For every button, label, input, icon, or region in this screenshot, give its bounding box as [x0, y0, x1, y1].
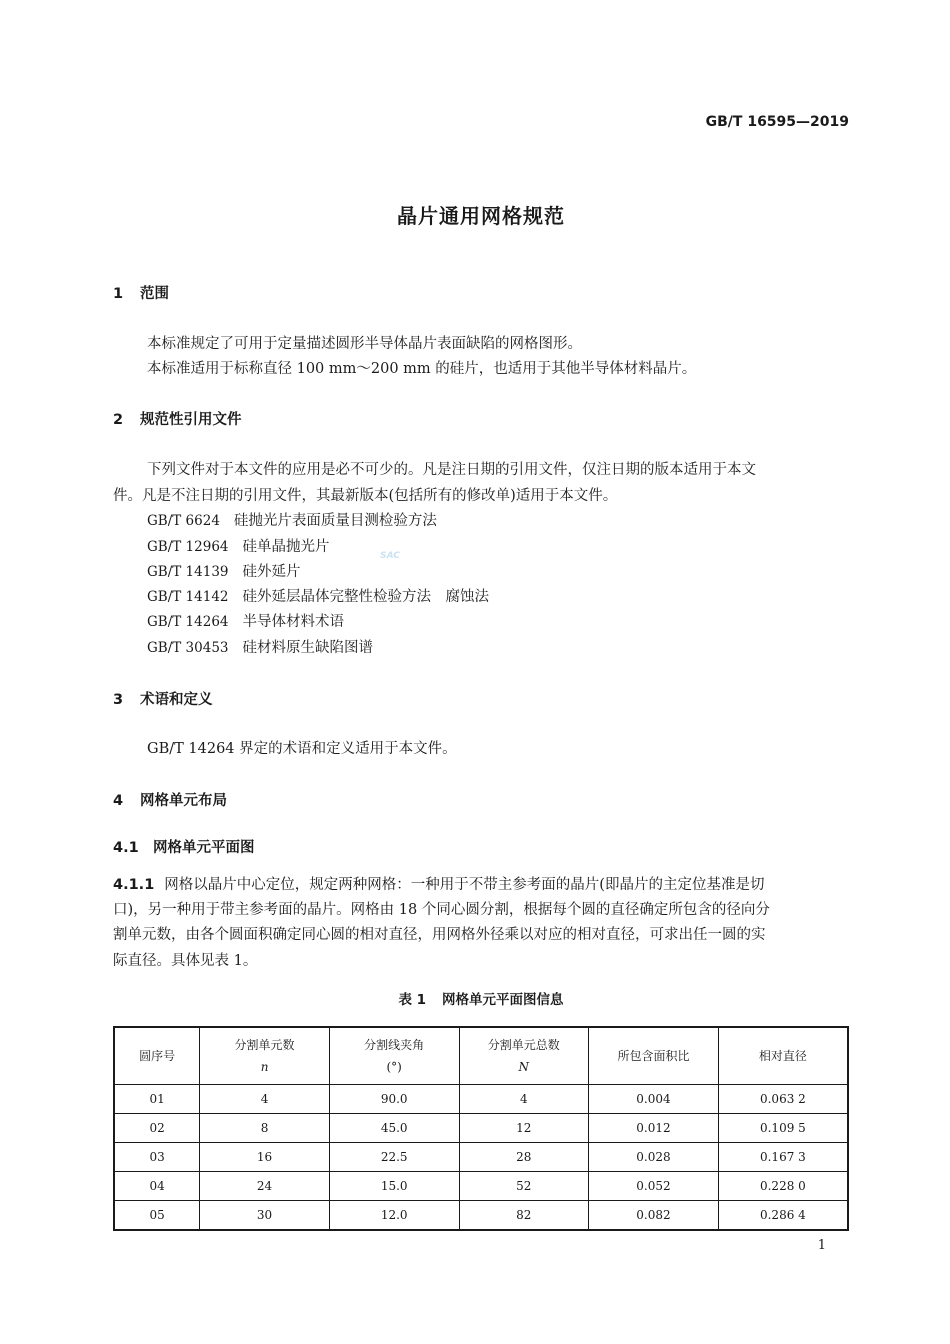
clause-line: 口)，另一种用于带主参考面的晶片。网格由 18 个同心圆分割，根据每个圆的直径确定所包含的径向分 [113, 902, 770, 918]
reference-code: GB/T 14142 [147, 589, 229, 605]
subsection-title: 网格单元平面图 [153, 840, 255, 856]
reference-item [147, 535, 330, 556]
header-cell [329, 1027, 459, 1085]
header-label: 分割单元总数 [487, 1038, 560, 1052]
header-label: 所包含面积比 [617, 1049, 690, 1063]
table-cell: 04 [114, 1172, 200, 1201]
table-cell: 28 [459, 1143, 589, 1172]
table-cell: 0.004 [589, 1085, 719, 1114]
table-cell: 0.228 0 [718, 1172, 848, 1201]
table-row [114, 1114, 848, 1143]
standard-number: GB/T 16595—2019 [705, 114, 849, 130]
header-symbol: N [518, 1060, 530, 1074]
table-cell: 0.167 3 [718, 1143, 848, 1172]
clause-number: 4.1.1 [113, 877, 155, 893]
table-cell: 90.0 [329, 1085, 459, 1114]
table-cell: 30 [200, 1201, 330, 1231]
grid-info-table [113, 1026, 849, 1231]
table-number: 表 1 [398, 992, 427, 1008]
table-cell: 0.082 [589, 1201, 719, 1231]
header-label: 圆序号 [139, 1049, 176, 1063]
paragraph: 本标准规定了可用于定量描述圆形半导体晶片表面缺陷的网格图形。 [147, 336, 582, 352]
section-title: 规范性引用文件 [140, 412, 242, 428]
header-label: 相对直径 [758, 1049, 807, 1063]
paragraph: GB/T 14264 界定的术语和定义适用于本文件。 [147, 741, 457, 757]
clause-text: 网格以晶片中心定位，规定两种网格：一种用于不带主参考面的晶片(即晶片的主定位基准是切 [164, 877, 765, 893]
section-number: 1 [113, 286, 124, 302]
table-cell: 01 [114, 1085, 200, 1114]
paragraph: 下列文件对于本文件的应用是必不可少的。凡是注日期的引用文件，仅注日期的版本适用于本文 [147, 462, 756, 478]
header-cell [718, 1027, 848, 1085]
table-cell: 12.0 [329, 1201, 459, 1231]
table-header-row [114, 1027, 848, 1085]
subsection-4-1-heading [113, 836, 255, 857]
document-title: 晶片通用网格规范 [397, 204, 565, 228]
table-caption [0, 988, 950, 1008]
header-symbol: (°) [386, 1060, 402, 1074]
table-cell: 0.012 [589, 1114, 719, 1143]
table-cell: 12 [459, 1114, 589, 1143]
table-cell: 16 [200, 1143, 330, 1172]
table-cell: 05 [114, 1201, 200, 1231]
sac-watermark-logo: SAC [380, 551, 400, 561]
section-number: 4 [113, 793, 124, 809]
reference-title: 硅材料原生缺陷图谱 [242, 640, 373, 656]
table-cell: 4 [459, 1085, 589, 1114]
reference-item [147, 509, 437, 530]
reference-code: GB/T 14264 [147, 614, 229, 630]
reference-item [147, 585, 489, 606]
table-cell: 15.0 [329, 1172, 459, 1201]
header-cell [589, 1027, 719, 1085]
section-title: 术语和定义 [140, 692, 213, 708]
table-cell: 52 [459, 1172, 589, 1201]
reference-item [147, 560, 301, 581]
table-row [114, 1201, 848, 1231]
reference-title: 硅抛光片表面质量目测检验方法 [233, 513, 437, 529]
table-cell: 8 [200, 1114, 330, 1143]
section-3-heading [113, 688, 213, 709]
reference-title: 硅单晶抛光片 [242, 539, 330, 555]
table-title: 网格单元平面图信息 [442, 992, 564, 1008]
section-number: 2 [113, 412, 124, 428]
header-label: 分割线夹角 [364, 1038, 425, 1052]
page-number: 1 [817, 1238, 826, 1253]
reference-item [147, 636, 373, 657]
section-title: 范围 [140, 286, 169, 302]
table-cell: 0.286 4 [718, 1201, 848, 1231]
header-cell [114, 1027, 200, 1085]
paragraph: 本标准适用于标称直径 100 mm～200 mm 的硅片，也适用于其他半导体材料晶片。 [147, 361, 697, 377]
reference-code: GB/T 6624 [147, 513, 220, 529]
header-cell [200, 1027, 330, 1085]
section-4-heading [113, 789, 227, 810]
table-cell: 02 [114, 1114, 200, 1143]
section-1-heading [113, 282, 169, 303]
table-cell: 4 [200, 1085, 330, 1114]
reference-item [147, 610, 344, 631]
header-cell [459, 1027, 589, 1085]
table-cell: 0.109 5 [718, 1114, 848, 1143]
header-label: 分割单元数 [234, 1038, 295, 1052]
table-cell: 0.028 [589, 1143, 719, 1172]
reference-code: GB/T 12964 [147, 539, 229, 555]
reference-title: 硅外延层晶体完整性检验方法 腐蚀法 [242, 589, 489, 605]
reference-code: GB/T 14139 [147, 564, 229, 580]
reference-title: 半导体材料术语 [242, 614, 344, 630]
subsection-number: 4.1 [113, 840, 139, 856]
section-number: 3 [113, 692, 124, 708]
clause-line: 际直径。具体见表 1。 [113, 953, 258, 969]
table-row [114, 1143, 848, 1172]
reference-code: GB/T 30453 [147, 640, 229, 656]
header-symbol: n [260, 1060, 269, 1074]
table-cell: 82 [459, 1201, 589, 1231]
clause-line [113, 873, 764, 894]
table-cell: 22.5 [329, 1143, 459, 1172]
clause-line: 割单元数，由各个圆面积确定同心圆的相对直径，用网格外径乘以对应的相对直径，可求出任一圆的实 [113, 927, 766, 943]
table-row [114, 1085, 848, 1114]
section-title: 网格单元布局 [140, 793, 227, 809]
section-2-heading [113, 408, 242, 429]
table-cell: 0.063 2 [718, 1085, 848, 1114]
table-cell: 03 [114, 1143, 200, 1172]
table-row [114, 1172, 848, 1201]
paragraph: 件。凡是不注日期的引用文件，其最新版本(包括所有的修改单)适用于本文件。 [113, 488, 618, 504]
table-cell: 24 [200, 1172, 330, 1201]
reference-title: 硅外延片 [242, 564, 301, 580]
table-cell: 0.052 [589, 1172, 719, 1201]
table-cell: 45.0 [329, 1114, 459, 1143]
